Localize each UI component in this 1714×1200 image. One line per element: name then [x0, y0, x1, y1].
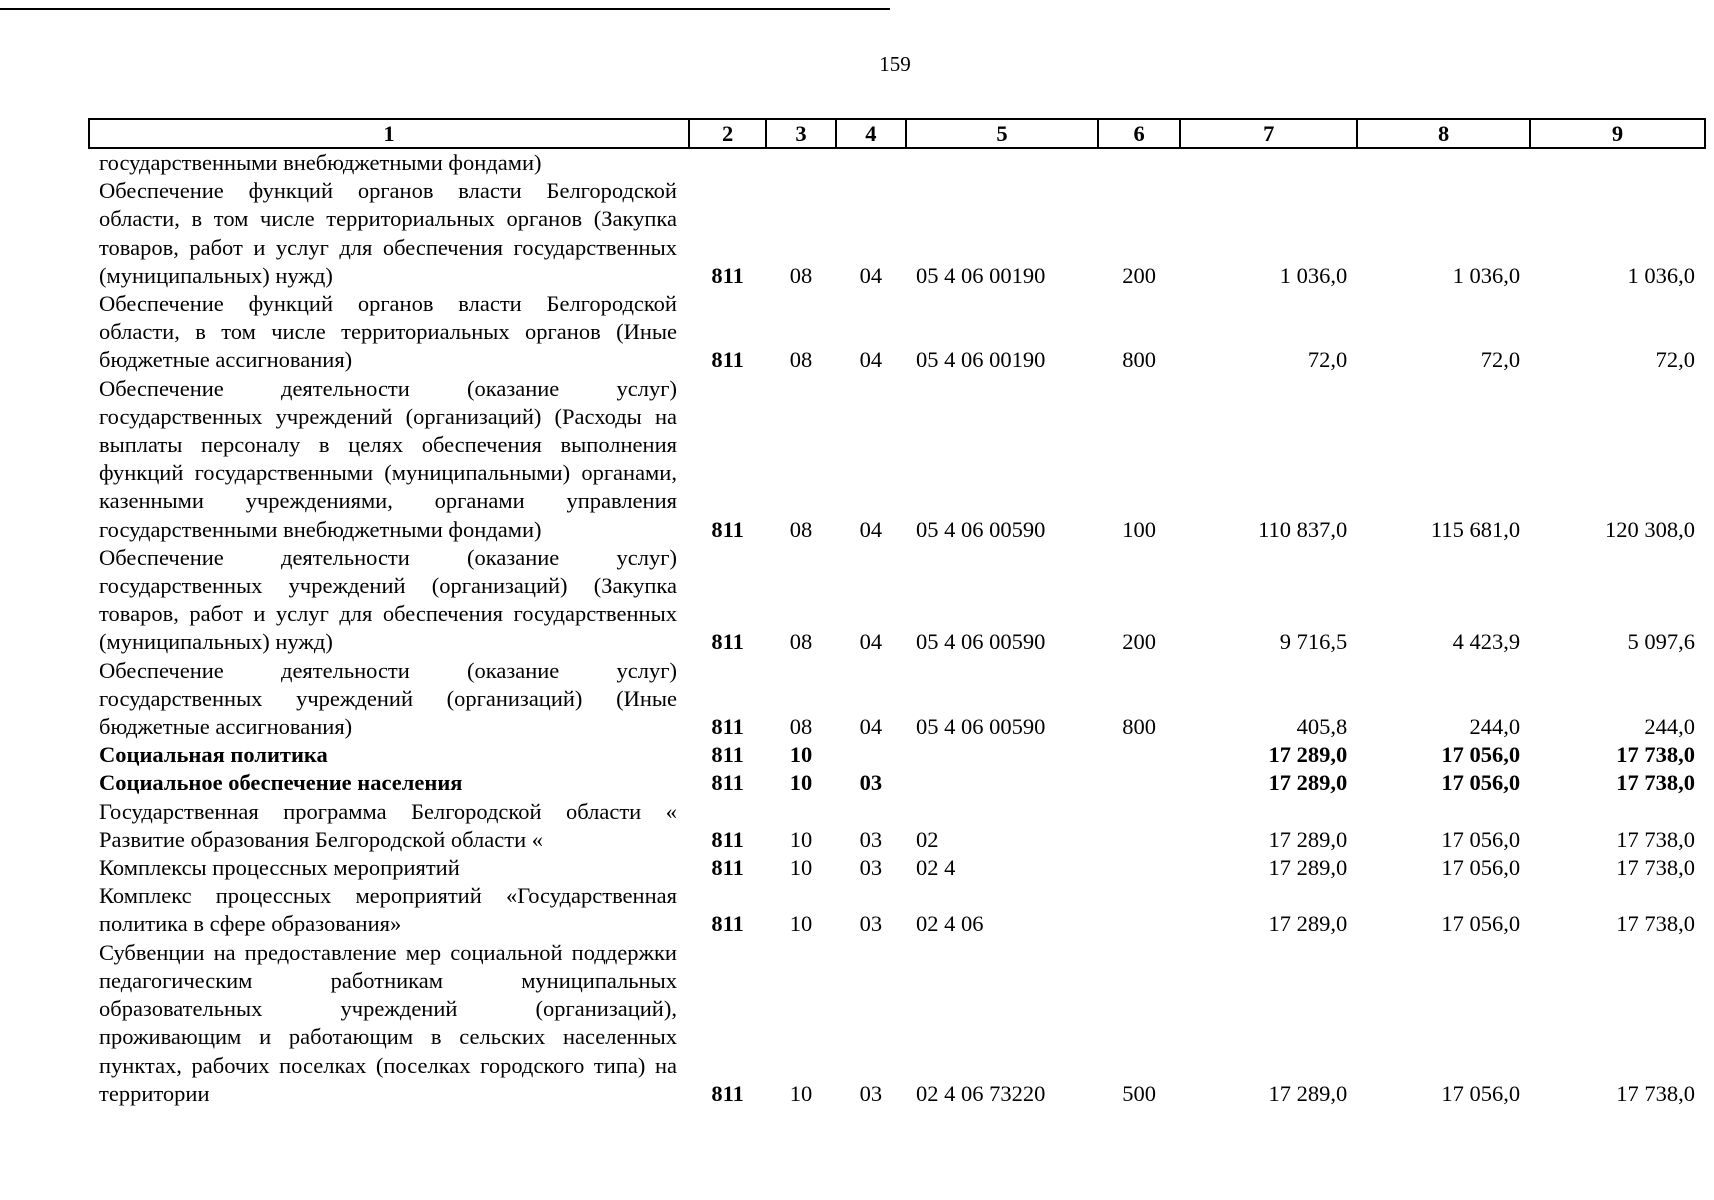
row-amount-col9: 17 738,0 — [1616, 855, 1695, 881]
row-amount-col9: 120 308,0 — [1605, 516, 1695, 542]
row-target-article: 05 4 06 00190 — [916, 347, 1046, 373]
row-subsection: 03 — [859, 826, 883, 852]
row-amount-col8: 115 681,0 — [1430, 516, 1521, 542]
row-amount-col7: 17 289,0 — [1268, 770, 1348, 796]
row-subsection: 04 — [859, 629, 883, 655]
row-amount-col7: 17 289,0 — [1268, 1080, 1348, 1106]
table-header-row — [89, 119, 1705, 148]
row-amount-col7: 72,0 — [1307, 347, 1348, 373]
row-amount-col8: 17 056,0 — [1441, 770, 1521, 796]
row-subsection: 03 — [859, 855, 883, 881]
row-admin-code: 811 — [711, 629, 744, 655]
row-admin-code: 811 — [711, 855, 744, 881]
row-subsection: 03 — [859, 1080, 883, 1106]
row-expense-type: 200 — [1122, 629, 1157, 655]
row-section: 08 — [789, 262, 813, 288]
row-section: 10 — [789, 911, 813, 937]
row-section — [766, 148, 835, 177]
row-admin-code: 811 — [711, 770, 744, 796]
row-target-article — [906, 148, 1098, 177]
row-target-article: 05 4 06 00590 — [916, 516, 1046, 542]
row-subsection: 04 — [859, 516, 883, 542]
row-amount-col8 — [1357, 148, 1530, 177]
row-subsection: 04 — [859, 714, 883, 740]
row-amount-col8: 17 056,0 — [1441, 742, 1521, 768]
row-admin-code: 811 — [711, 742, 744, 768]
header-col-3: 3 — [766, 119, 835, 148]
row-target-article: 05 4 06 00590 — [916, 714, 1046, 740]
header-col-6: 6 — [1098, 119, 1180, 148]
row-amount-col9: 244,0 — [1644, 714, 1695, 740]
row-description: Комплексы процессных мероприятий — [99, 855, 460, 881]
row-section: 08 — [789, 629, 813, 655]
row-description: Обеспечение деятельности (оказание услуг) государственных учреждений (организаций) (Иные бюджетные ассигнования) — [99, 657, 677, 740]
row-amount-col9: 17 738,0 — [1616, 1080, 1695, 1106]
row-expense-type — [1098, 741, 1180, 769]
row-subsection: 03 — [859, 911, 883, 937]
row-expense-type: 800 — [1122, 714, 1157, 740]
row-admin-code: 811 — [711, 516, 744, 542]
table-row — [89, 148, 1705, 177]
row-section: 10 — [789, 1080, 813, 1106]
row-admin-code: 811 — [711, 347, 744, 373]
row-description: Социальная политика — [99, 742, 328, 768]
row-amount-col7: 17 289,0 — [1268, 855, 1348, 881]
table-row — [89, 741, 1705, 769]
header-col-4: 4 — [836, 119, 906, 148]
row-section: 08 — [789, 714, 813, 740]
header-col-2: 2 — [689, 119, 766, 148]
row-amount-col8: 4 423,9 — [1452, 629, 1521, 655]
row-section: 10 — [789, 826, 813, 852]
row-subsection — [836, 148, 906, 177]
row-amount-col7: 405,8 — [1296, 714, 1348, 740]
table-body — [89, 148, 1705, 1108]
row-amount-col9 — [1530, 148, 1705, 177]
table-row — [89, 798, 1705, 854]
row-amount-col9: 5 097,6 — [1627, 629, 1695, 655]
table-row — [89, 375, 1705, 544]
row-description: Обеспечение деятельности (оказание услуг) государственных учреждений (организаций) (Расходы на выплаты персоналу в целях обеспечения выполнения функций государственными (муниципальными) органами, казенными учреждениями, органами управления государственными внебюджетными фондами) — [99, 375, 677, 542]
header-col-9: 9 — [1530, 119, 1705, 148]
row-expense-type — [1098, 769, 1180, 797]
row-amount-col7: 17 289,0 — [1268, 911, 1348, 937]
row-admin-code: 811 — [711, 1080, 744, 1106]
row-section: 08 — [789, 347, 813, 373]
row-amount-col7: 9 716,5 — [1279, 629, 1348, 655]
row-admin-code: 811 — [711, 714, 744, 740]
table-row — [89, 177, 1705, 290]
table-row — [89, 769, 1705, 797]
row-amount-col7: 110 837,0 — [1258, 516, 1348, 542]
row-amount-col8: 17 056,0 — [1441, 911, 1521, 937]
row-amount-col9: 17 738,0 — [1616, 826, 1695, 852]
row-amount-col9: 17 738,0 — [1616, 911, 1695, 937]
table-row — [89, 854, 1705, 882]
table-row — [89, 544, 1705, 657]
row-section: 10 — [789, 855, 813, 881]
row-admin-code: 811 — [711, 911, 744, 937]
row-target-article — [906, 741, 1098, 769]
row-amount-col8: 72,0 — [1480, 347, 1521, 373]
table-row — [89, 882, 1705, 938]
header-col-7: 7 — [1180, 119, 1357, 148]
row-description: Комплекс процессных мероприятий «Государственная политика в сфере образования» — [99, 883, 677, 937]
row-amount-col9: 1 036,0 — [1627, 262, 1695, 288]
row-target-article: 02 — [916, 826, 939, 852]
row-amount-col8: 17 056,0 — [1441, 855, 1521, 881]
row-expense-type — [1098, 882, 1180, 938]
row-expense-type: 500 — [1122, 1080, 1157, 1106]
row-expense-type — [1098, 148, 1180, 177]
row-section: 10 — [789, 770, 813, 796]
row-description: Субвенции на предоставление мер социальной поддержки педагогическим работникам муниципальных образовательных учреждений (организаций), проживающим и работающим в сельских населенных пунктах, рабочих поселках (поселках городского типа) на территории — [99, 939, 677, 1106]
row-amount-col8: 17 056,0 — [1441, 826, 1521, 852]
row-amount-col9: 72,0 — [1655, 347, 1695, 373]
row-admin-code: 811 — [711, 826, 744, 852]
header-col-1: 1 — [89, 119, 689, 148]
row-amount-col8: 1 036,0 — [1452, 262, 1521, 288]
row-amount-col7: 1 036,0 — [1279, 262, 1348, 288]
table-row — [89, 939, 1705, 1108]
row-description: Обеспечение деятельности (оказание услуг) государственных учреждений (организаций) (Закупка товаров, работ и услуг для обеспечения государственных (муниципальных) нужд) — [99, 544, 677, 655]
row-amount-col9: 17 738,0 — [1616, 770, 1695, 796]
row-target-article — [906, 769, 1098, 797]
row-amount-col9: 17 738,0 — [1616, 742, 1695, 768]
row-description: Обеспечение функций органов власти Белгородской области, в том числе территориальных органов (Иные бюджетные ассигнования) — [99, 291, 677, 373]
row-target-article: 05 4 06 00190 — [916, 262, 1046, 288]
row-subsection: 04 — [859, 262, 883, 288]
row-section: 08 — [789, 516, 813, 542]
row-subsection — [836, 741, 906, 769]
row-subsection: 04 — [859, 347, 883, 373]
table-row — [89, 657, 1705, 742]
budget-table — [88, 118, 1706, 1108]
row-amount-col7: 17 289,0 — [1268, 826, 1348, 852]
row-description: Государственная программа Белгородской области « Развитие образования Белгородской области « — [99, 798, 677, 852]
row-target-article: 02 4 — [916, 855, 956, 881]
row-expense-type: 200 — [1122, 262, 1157, 288]
table-row — [89, 290, 1705, 375]
row-target-article: 02 4 06 73220 — [916, 1080, 1046, 1106]
row-admin-code: 811 — [711, 262, 744, 288]
row-expense-type — [1098, 854, 1180, 882]
row-amount-col7 — [1180, 148, 1357, 177]
row-amount-col7: 17 289,0 — [1268, 742, 1348, 768]
row-description: государственными внебюджетными фондами) — [99, 150, 542, 175]
top-rule — [0, 8, 890, 10]
row-amount-col8: 17 056,0 — [1441, 1080, 1521, 1106]
row-expense-type: 800 — [1122, 347, 1157, 373]
row-amount-col8: 244,0 — [1469, 714, 1521, 740]
row-expense-type: 100 — [1122, 516, 1157, 542]
row-expense-type — [1098, 798, 1180, 854]
header-col-5: 5 — [906, 119, 1098, 148]
page-number: 159 — [879, 52, 911, 76]
row-section: 10 — [789, 742, 813, 768]
row-description: Социальное обеспечение населения — [99, 770, 463, 796]
row-description: Обеспечение функций органов власти Белгородской области, в том числе территориальных органов (Закупка товаров, работ и услуг для обеспечения государственных (муниципальных) нужд) — [99, 178, 677, 288]
row-target-article: 05 4 06 00590 — [916, 629, 1046, 655]
row-admin-code — [689, 148, 766, 177]
row-subsection: 03 — [859, 770, 883, 796]
row-target-article: 02 4 06 — [916, 911, 984, 937]
header-col-8: 8 — [1357, 119, 1530, 148]
